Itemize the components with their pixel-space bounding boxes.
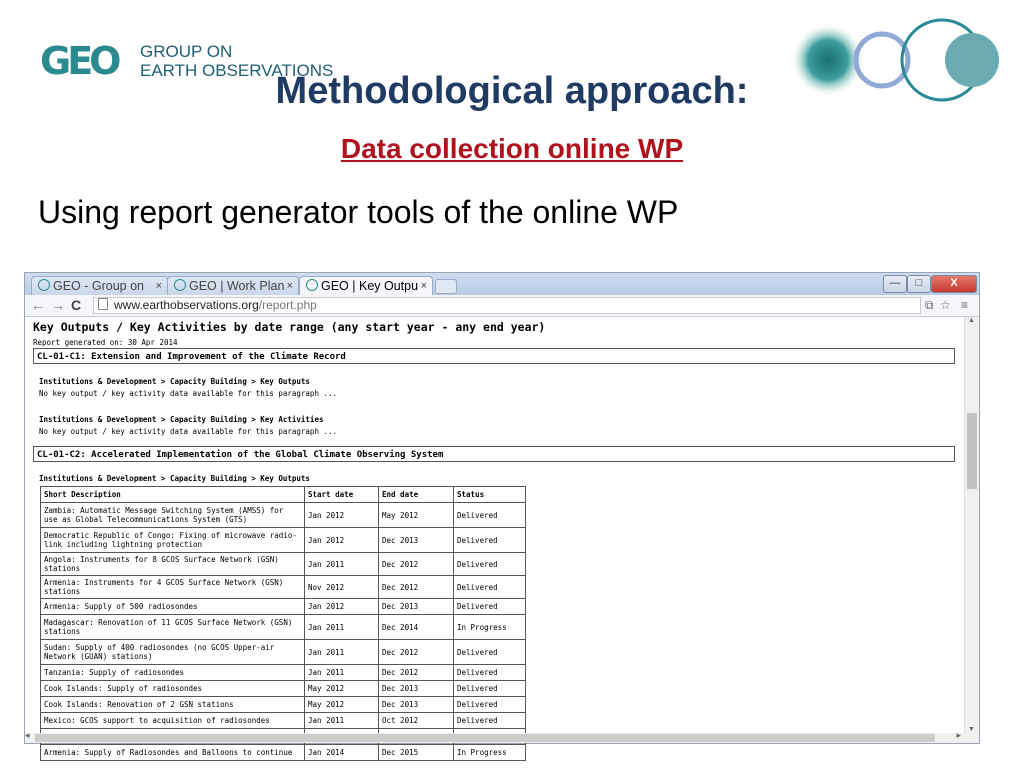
section-heading: CL-01-C2: Accelerated Implementation of the Global Climate Observing System bbox=[33, 446, 955, 462]
tab-close-icon[interactable]: × bbox=[420, 280, 427, 292]
status-cell: Delivered bbox=[454, 576, 526, 599]
bookmark-star-icon[interactable]: ☆ bbox=[940, 298, 951, 312]
slide-body-text: Using report generator tools of the online WP bbox=[38, 194, 679, 230]
end-date-cell: Oct 2012 bbox=[379, 713, 454, 729]
section-path: Institutions & Development > Capacity Building > Key Activities bbox=[39, 415, 324, 424]
end-date-cell: Dec 2012 bbox=[379, 553, 454, 576]
browser-window bbox=[24, 272, 980, 757]
geo-favicon-icon bbox=[174, 279, 186, 291]
menu-icon[interactable]: ≡ bbox=[961, 298, 969, 312]
logo-line-1: GROUP ON bbox=[140, 42, 233, 61]
description-cell: Tanzania: Supply of radiosondes bbox=[41, 665, 305, 681]
tab-close-icon[interactable]: × bbox=[286, 280, 293, 292]
geo-favicon-icon bbox=[38, 279, 50, 291]
description-cell: Armenia: Supply of 500 radiosondes bbox=[41, 599, 305, 615]
table-row bbox=[41, 640, 526, 665]
description-cell: Madagascar: Renovation of 11 GCOS Surface Network (GSN) stations bbox=[41, 615, 305, 640]
status-cell: Delivered bbox=[454, 553, 526, 576]
table-row bbox=[41, 528, 526, 553]
table-row bbox=[41, 503, 526, 528]
start-date-cell: May 2012 bbox=[305, 681, 379, 697]
tab-close-icon[interactable]: × bbox=[155, 280, 162, 292]
maximize-button[interactable]: □ bbox=[907, 275, 931, 293]
page-icon bbox=[98, 298, 108, 310]
description-cell: Cook Islands: Renovation of 2 GSN stations bbox=[41, 697, 305, 713]
reload-button[interactable]: C bbox=[71, 297, 82, 313]
description-cell: Sudan: Supply of 400 radiosondes (no GCOS Upper-air Network (GUAN) stations) bbox=[41, 640, 305, 665]
table-row bbox=[41, 681, 526, 697]
end-date-cell: May 2012 bbox=[379, 503, 454, 528]
description-cell: Cook Islands: Supply of radiosondes bbox=[41, 681, 305, 697]
tab-label: GEO | Work Plan bbox=[189, 279, 285, 293]
status-cell: Delivered bbox=[454, 599, 526, 615]
key-outputs-table bbox=[40, 486, 526, 761]
description-cell: Zambia: Automatic Message Switching System (AMSS) for use as Global Telecommunications System (GTS) bbox=[41, 503, 305, 528]
start-date-cell: Jan 2014 bbox=[305, 745, 379, 761]
status-cell: Delivered bbox=[454, 640, 526, 665]
section-heading: CL-01-C1: Extension and Improvement of the Climate Record bbox=[33, 348, 955, 364]
back-button[interactable]: ← bbox=[31, 297, 45, 313]
tab-work-plan[interactable] bbox=[167, 276, 299, 296]
slide-subtitle: Data collection online WP bbox=[340, 133, 684, 164]
logo-line-2: EARTH OBSERVATIONS bbox=[140, 61, 334, 80]
end-date-cell: Dec 2012 bbox=[379, 640, 454, 665]
description-cell: Armenia: Supply of Radiosondes and Balloons to continue bbox=[41, 745, 305, 761]
url-host: www.earthobservations.org bbox=[114, 298, 259, 312]
new-tab-button[interactable] bbox=[435, 279, 457, 294]
tab-key-outputs[interactable] bbox=[299, 276, 433, 296]
description-cell: Armenia: Instruments for 4 GCOS Surface Network (GSN) stations bbox=[41, 576, 305, 599]
start-date-cell: Jan 2011 bbox=[305, 553, 379, 576]
table-row bbox=[41, 599, 526, 615]
status-cell: Delivered bbox=[454, 697, 526, 713]
status-cell: In Progress bbox=[454, 615, 526, 640]
column-header: End date bbox=[379, 487, 454, 503]
table-row bbox=[41, 665, 526, 681]
end-date-cell: Dec 2012 bbox=[379, 665, 454, 681]
report-page bbox=[25, 317, 963, 757]
table-row bbox=[41, 553, 526, 576]
status-cell: Delivered bbox=[454, 713, 526, 729]
address-bar bbox=[25, 295, 979, 317]
end-date-cell: Dec 2013 bbox=[379, 697, 454, 713]
table-row bbox=[41, 576, 526, 599]
end-date-cell: Dec 2012 bbox=[379, 576, 454, 599]
description-cell: Mexico: GCOS support to acquisition of radiosondes bbox=[41, 713, 305, 729]
close-window-button[interactable]: X bbox=[931, 275, 977, 293]
report-title: Key Outputs / Key Activities by date range (any start year - any end year) bbox=[33, 320, 546, 334]
slide-title: Methodological approach: bbox=[275, 70, 749, 112]
table-row bbox=[41, 745, 526, 761]
url-path: /report.php bbox=[258, 298, 317, 312]
column-header: Short Description bbox=[41, 487, 305, 503]
scroll-right-icon[interactable]: ▸ bbox=[956, 730, 961, 740]
status-cell: Delivered bbox=[454, 665, 526, 681]
column-header: Status bbox=[454, 487, 526, 503]
section-note: No key output / key activity data available for this paragraph ... bbox=[39, 427, 338, 436]
scroll-down-icon[interactable]: ▼ bbox=[968, 726, 975, 733]
scrollbar-thumb[interactable] bbox=[35, 734, 935, 742]
logo-mark: GEO bbox=[40, 39, 118, 83]
report-generated: Report generated on: 30 Apr 2014 bbox=[33, 338, 178, 347]
table-body bbox=[41, 503, 526, 761]
status-cell: In Progress bbox=[454, 745, 526, 761]
vertical-scrollbar[interactable] bbox=[964, 317, 979, 733]
status-cell: Delivered bbox=[454, 528, 526, 553]
table-row bbox=[41, 713, 526, 729]
start-date-cell: May 2012 bbox=[305, 697, 379, 713]
start-date-cell: Jan 2011 bbox=[305, 615, 379, 640]
end-date-cell: Dec 2013 bbox=[379, 599, 454, 615]
section-path: Institutions & Development > Capacity Building > Key Outputs bbox=[39, 377, 310, 386]
start-date-cell: Jan 2012 bbox=[305, 503, 379, 528]
start-date-cell: Jan 2012 bbox=[305, 599, 379, 615]
start-date-cell: Jan 2011 bbox=[305, 713, 379, 729]
end-date-cell: Dec 2014 bbox=[379, 615, 454, 640]
scrollbar-thumb[interactable] bbox=[967, 413, 977, 489]
start-date-cell: Jan 2011 bbox=[305, 640, 379, 665]
section-note: No key output / key activity data available for this paragraph ... bbox=[39, 389, 338, 398]
translate-icon[interactable]: ⧉ bbox=[925, 298, 934, 312]
description-cell: Democratic Republic of Congo: Fixing of microwave radio-link including lightning protection bbox=[41, 528, 305, 553]
description-cell: Angola: Instruments for 8 GCOS Surface Network (GSN) stations bbox=[41, 553, 305, 576]
url-input[interactable] bbox=[93, 297, 921, 314]
status-cell: Delivered bbox=[454, 503, 526, 528]
scroll-up-icon[interactable]: ▲ bbox=[968, 317, 975, 324]
end-date-cell: Dec 2013 bbox=[379, 528, 454, 553]
geo-favicon-icon bbox=[306, 279, 318, 291]
minimize-button[interactable]: — bbox=[883, 275, 907, 293]
horizontal-scrollbar[interactable] bbox=[25, 730, 979, 743]
end-date-cell: Dec 2015 bbox=[379, 745, 454, 761]
scroll-left-icon[interactable]: ◂ bbox=[25, 730, 30, 740]
start-date-cell: Jan 2012 bbox=[305, 528, 379, 553]
table-row bbox=[41, 697, 526, 713]
start-date-cell: Nov 2012 bbox=[305, 576, 379, 599]
tab-geo-group[interactable] bbox=[31, 276, 168, 296]
table-header-row bbox=[41, 487, 526, 503]
status-cell: Delivered bbox=[454, 681, 526, 697]
section-path: Institutions & Development > Capacity Building > Key Outputs bbox=[39, 474, 310, 483]
tab-bar bbox=[25, 273, 979, 295]
start-date-cell: Jan 2011 bbox=[305, 665, 379, 681]
tab-label: GEO - Group on bbox=[53, 279, 145, 293]
column-header: Start date bbox=[305, 487, 379, 503]
tab-label: GEO | Key Outpu bbox=[321, 279, 419, 293]
end-date-cell: Dec 2013 bbox=[379, 681, 454, 697]
forward-button[interactable]: → bbox=[51, 297, 65, 313]
table-row bbox=[41, 615, 526, 640]
